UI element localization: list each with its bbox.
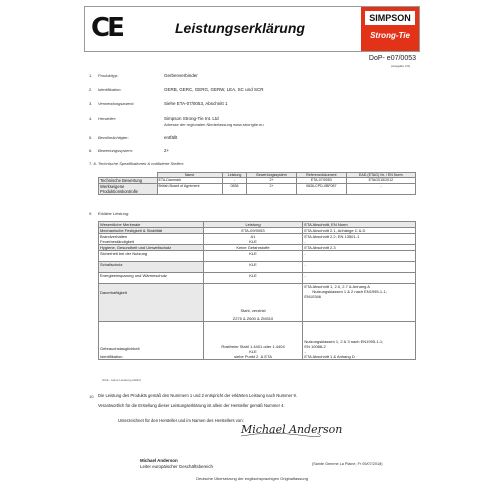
table-cell: Hygiene, Gesundheit und Umweltschutz bbox=[99, 245, 204, 251]
item-label: Technische Spezifikationen & notifizierte Stellen: bbox=[98, 161, 184, 166]
table-cell bbox=[203, 234, 303, 245]
place-date: (Sainte Gemme La Plaine, Fr 05/07/2018) bbox=[312, 462, 383, 466]
cell-line: EN 10088-2 bbox=[304, 344, 326, 349]
table-cell: Sicherheit bei der Nutzung bbox=[99, 251, 204, 262]
header bbox=[84, 6, 420, 52]
table-cell: - bbox=[346, 184, 415, 195]
table-cell: ETA-09/0053 bbox=[203, 228, 303, 234]
table-cell: Schallschutz bbox=[99, 262, 204, 273]
signer-name: Michael Anderson bbox=[140, 458, 178, 463]
table-cell: Werkseigene Produktionskontrolle bbox=[99, 184, 158, 195]
cell-line: Feuerbeständigkeit bbox=[100, 239, 135, 244]
item-value: Simpson Strong-Tie Int. Ltd bbox=[164, 116, 219, 121]
cell-line: Brandverhalten bbox=[100, 234, 128, 239]
item-label: Hersteller: bbox=[98, 116, 117, 121]
item-label: Bevollmächtigter: bbox=[98, 135, 129, 140]
item-number: 2. bbox=[89, 87, 93, 92]
table-cell bbox=[99, 322, 204, 360]
logo-simpson-text: SIMPSON bbox=[365, 11, 415, 25]
table-cell: - bbox=[303, 262, 416, 273]
simpson-logo bbox=[361, 7, 419, 51]
perf-header-reference: ETA Abschnitt, EN Norm bbox=[303, 222, 416, 228]
cell-line: Rostfreier Stahl 1.4401 oder 1.4404 bbox=[221, 344, 285, 349]
item-number: 5. bbox=[89, 135, 93, 140]
spec-header-performance: Leistung bbox=[222, 173, 247, 178]
cell-line: Identifikation bbox=[100, 354, 123, 359]
table-cell: Technische Bewertung bbox=[99, 178, 158, 184]
cell-line: - bbox=[304, 239, 306, 244]
item-label: Bewertungssystem: bbox=[98, 148, 133, 153]
table-row bbox=[99, 262, 416, 273]
table-cell bbox=[99, 234, 204, 245]
spec-header-ead: EAD (ETAG) Nr. / EN Norm bbox=[346, 173, 415, 178]
table-cell: ETA-07/0053 bbox=[296, 178, 346, 184]
signature-text: Michael Anderson bbox=[241, 423, 343, 436]
table-row bbox=[99, 322, 416, 360]
table-cell: British Board of Agrément bbox=[157, 184, 222, 195]
table-cell: - bbox=[303, 273, 416, 284]
item-label: Verwendungszweck: bbox=[98, 101, 135, 106]
cell-line: Gebrauchstauglichkeit bbox=[100, 346, 140, 351]
table-cell: KLE bbox=[203, 251, 303, 262]
item-value: Gerbenverbinder bbox=[164, 73, 198, 78]
section-number: 9. bbox=[89, 211, 93, 216]
table-row bbox=[99, 184, 416, 195]
cell-line: Stahl, verzinkt bbox=[240, 308, 266, 313]
kle-note: (KLE - keine Leistung erklärt) bbox=[102, 378, 141, 382]
item-number: 6. bbox=[89, 148, 93, 153]
item-label: Identifikation: bbox=[98, 87, 122, 92]
table-cell: KLE bbox=[203, 273, 303, 284]
table-cell bbox=[203, 322, 303, 360]
perf-header-characteristics: Wesentliche Merkmale bbox=[99, 222, 204, 228]
cell-line: ETA Abschnitt 2.2; EN 13501-1 bbox=[304, 234, 360, 239]
spec-table bbox=[98, 172, 416, 195]
table-row bbox=[99, 251, 416, 262]
cell-line: A1 bbox=[250, 234, 256, 239]
ce-mark: CE bbox=[91, 13, 122, 43]
page-title: Leistungserklärung bbox=[175, 20, 305, 36]
table-cell: KLE bbox=[203, 262, 303, 273]
logo-strongtie-text: Strong-Tie bbox=[370, 31, 410, 40]
table-cell bbox=[203, 284, 303, 322]
manufacturer-address: Adresse der regionalen Niederlassung www.strongtie.eu bbox=[164, 122, 264, 127]
item-value: Siehe ETA-07/0053, Abschnitt 1 bbox=[164, 101, 228, 106]
item-value: 2+ bbox=[164, 148, 170, 153]
perf-header-performance: Leistung bbox=[203, 222, 303, 228]
performance-table bbox=[98, 221, 416, 360]
cell-line: KLE bbox=[249, 349, 257, 354]
item-number: 4. bbox=[89, 116, 93, 121]
item-value: GERB, GERC, GERG, GERW, LEA, SC und SCR bbox=[164, 87, 264, 92]
table-cell: ETAG015/2012 bbox=[346, 178, 415, 184]
item-number: 7. 8. bbox=[89, 161, 97, 166]
table-cell: - bbox=[222, 178, 247, 184]
table-cell: 2+ bbox=[247, 184, 297, 195]
spec-header-system: Bewertungssystem bbox=[247, 173, 297, 178]
dop-number: DoP- e07/0053 bbox=[368, 55, 416, 62]
spec-header-name: Name bbox=[157, 173, 222, 178]
table-row bbox=[99, 273, 416, 284]
table-row bbox=[99, 234, 416, 245]
table-cell bbox=[303, 284, 416, 322]
table-cell: 2+ bbox=[247, 178, 297, 184]
cell-line: Nutzungsklassen 1, 2 & 3 nach EN1995-1-1; bbox=[304, 339, 384, 344]
item-value: entfällt bbox=[164, 135, 178, 140]
section-label: Erklärte Leistung: bbox=[98, 211, 130, 216]
cell-line: Nutzungsklassen 1 & 2 nach EN1995-1-1; bbox=[312, 289, 387, 294]
table-cell: ETA Abschnitt 2.1, Anhänge C & D bbox=[303, 228, 416, 234]
cell-line: siehe Punkt 2. & ETA bbox=[234, 354, 272, 359]
spec-header-reference: Referenzdokument bbox=[296, 173, 346, 178]
cell-line: ETA Abschnitt 1 & Anhang D bbox=[304, 354, 355, 359]
table-cell: Keine Gefahrstoffe bbox=[203, 245, 303, 251]
handwritten-signature bbox=[239, 417, 343, 439]
translation-footer: Deutsche Übersetzung der englischsprachigen Originalfassung bbox=[196, 476, 308, 481]
item-label: Produkttyp: bbox=[98, 73, 119, 78]
table-cell: Mechanische Festigkeit & Stabilität bbox=[99, 228, 204, 234]
section-number: 10. bbox=[89, 394, 95, 399]
table-cell: ETA Abschnitt 2.3 bbox=[303, 245, 416, 251]
table-row bbox=[99, 284, 416, 322]
responsibility-statement: Verantwortlich für die Erstellung dieser Leistungserklärung ist allein der Hersteller gemäß Nummer 4. bbox=[98, 403, 285, 408]
table-cell: Dauerhaftigkeit bbox=[99, 284, 204, 322]
conformity-statement: Die Leistung des Produkts gemäß den Nummern 1 und 2 entspricht der erklärten Leistung nach Nummer 9. bbox=[98, 393, 298, 398]
cell-line: - bbox=[304, 349, 306, 354]
table-cell: Energieeinsparung und Wärmeschutz bbox=[99, 273, 204, 284]
table-cell bbox=[303, 322, 416, 360]
signed-for-statement: Unterzeichnet für den Hersteller und im Namen des Herstellers von: bbox=[118, 418, 244, 423]
signature-graphic bbox=[239, 417, 343, 439]
table-cell bbox=[303, 234, 416, 245]
cell-line: ETA Abschnitt 1, 2.0, 2.7 & Anhang A bbox=[304, 284, 370, 289]
cell-line: KLE bbox=[249, 239, 257, 244]
dop-edition: (Ausgabe 3.0) bbox=[391, 64, 410, 68]
declaration-page bbox=[84, 6, 420, 494]
item-number: 3. bbox=[89, 101, 93, 106]
cell-line: Z275 & Z600 & ZM310 bbox=[232, 316, 274, 321]
signer-title: Leiter europäischer Geschäftsbereich bbox=[140, 464, 213, 469]
item-number: 1. bbox=[89, 73, 93, 78]
table-cell: ETA-Danmark bbox=[157, 178, 222, 184]
table-cell: 0836-CPD-0BF087 bbox=[296, 184, 346, 195]
cell-line: EN10346 bbox=[304, 294, 322, 299]
table-cell: - bbox=[303, 251, 416, 262]
table-cell: 0836 bbox=[222, 184, 247, 195]
